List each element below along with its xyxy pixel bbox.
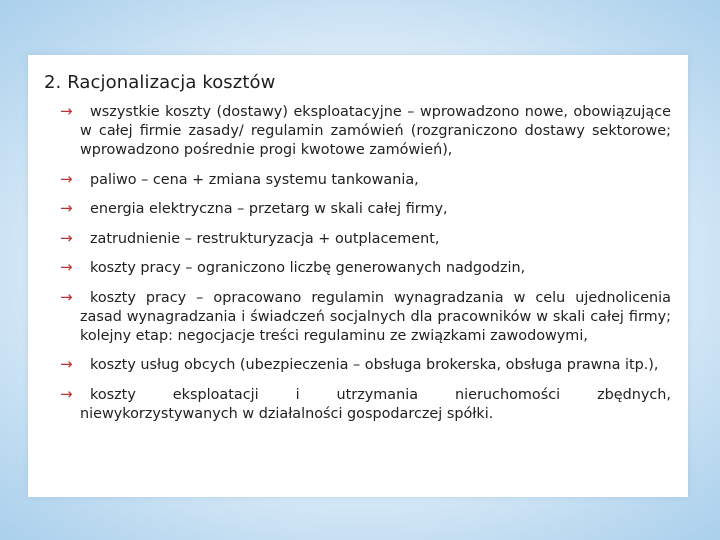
bullet-list: [60, 102, 671, 433]
right-arrow-icon: →: [60, 228, 73, 247]
right-arrow-icon: →: [60, 102, 73, 120]
right-arrow-icon: →: [60, 169, 73, 188]
right-arrow-icon: →: [60, 355, 73, 373]
list-item: [60, 385, 671, 424]
list-item-text: koszty eksploatacji i utrzymania nieruchomości zbędnych, niewykorzystywanych w działalności gospodarczej spółki.: [80, 386, 671, 422]
list-item: [60, 170, 671, 190]
list-item: [60, 258, 671, 278]
list-item: [60, 229, 671, 249]
right-arrow-icon: →: [60, 384, 73, 403]
list-item: [60, 199, 671, 219]
right-arrow-icon: →: [60, 287, 73, 306]
list-item-text: wszystkie koszty (dostawy) eksploatacyjne – wprowadzono nowe, obowiązujące w całej firmie zasady/ regulamin zamówień (rozgraniczono dostawy sektorowe; wprowadzono pośrednie progi kwotowe zamówień),: [80, 104, 671, 158]
list-item: [60, 288, 671, 346]
right-arrow-icon: →: [60, 258, 73, 276]
right-arrow-icon: →: [60, 199, 73, 217]
list-item: [60, 355, 671, 375]
list-item-text: koszty pracy – opracowano regulamin wynagradzania w celu ujednolicenia zasad wynagradzania i świadczeń socjalnych dla pracowników w skali całej firmy; kolejny etap: negocjacje treści regulaminu ze związkami zawodowymi,: [80, 289, 671, 344]
list-item-text: paliwo – cena + zmiana systemu tankowania,: [90, 171, 419, 188]
slide-title: 2. Racjonalizacja kosztów: [44, 72, 276, 93]
list-item-text: koszty pracy – ograniczono liczbę generowanych nadgodzin,: [90, 260, 526, 276]
list-item-text: energia elektryczna – przetarg w skali całej firmy,: [90, 201, 448, 217]
list-item-text: zatrudnienie – restrukturyzacja + outplacement,: [90, 230, 440, 247]
list-item-text: koszty usług obcych (ubezpieczenia – obsługa brokerska, obsługa prawna itp.),: [90, 357, 659, 373]
list-item: [60, 102, 671, 160]
